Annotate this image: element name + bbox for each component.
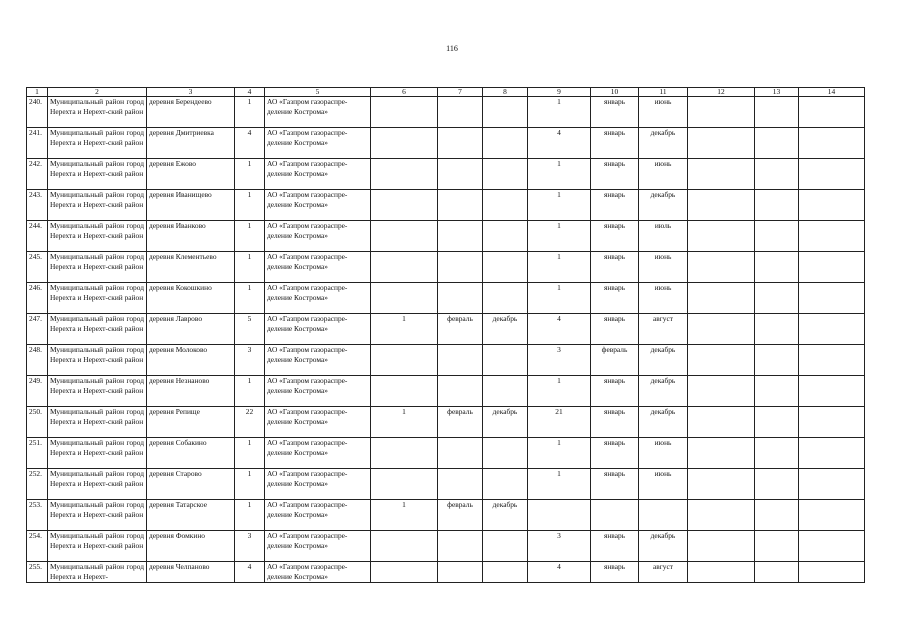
col7-cell: февраль [438,407,483,438]
row-number: 243. [27,190,48,221]
col13-cell [755,159,799,190]
col8-cell [483,283,528,314]
locality-cell: деревня Репище [147,407,235,438]
locality-cell: деревня Иванищево [147,190,235,221]
col6-cell: 1 [371,314,438,345]
col11-cell: декабрь [639,407,688,438]
locality-cell: деревня Собакино [147,438,235,469]
col8-cell [483,438,528,469]
col13-cell [755,314,799,345]
col7-cell [438,128,483,159]
row-number: 246. [27,283,48,314]
count-cell: 3 [235,531,265,562]
organization-cell: АО «Газпром газораспре-деление Кострома» [265,97,371,128]
col11-cell: июнь [639,283,688,314]
organization-cell: АО «Газпром газораспре-деление Кострома» [265,345,371,376]
count-cell: 5 [235,314,265,345]
locality-cell: деревня Кокошкино [147,283,235,314]
col13-cell [755,283,799,314]
organization-cell: АО «Газпром газораспре-деление Кострома» [265,407,371,438]
col10-cell: январь [591,190,639,221]
locality-cell: деревня Дмитриевка [147,128,235,159]
col13-cell [755,252,799,283]
col6-cell [371,469,438,500]
count-cell: 22 [235,407,265,438]
col6-cell [371,128,438,159]
district-cell: Муниципальный район город Нерехта и Нерехт- [48,562,147,583]
col11-cell: декабрь [639,128,688,159]
col6-cell [371,97,438,128]
col8-cell: декабрь [483,314,528,345]
count-cell: 1 [235,159,265,190]
district-cell: Муниципальный район город Нерехта и Нерехт-ский район [48,438,147,469]
col9-cell: 1 [528,221,591,252]
col10-cell: январь [591,314,639,345]
col10-cell: январь [591,283,639,314]
col13-cell [755,97,799,128]
col8-cell: декабрь [483,500,528,531]
col9-cell: 1 [528,190,591,221]
organization-cell: АО «Газпром газораспре-деление Кострома» [265,376,371,407]
table-row [27,469,865,500]
col14-cell [799,128,865,159]
col7-cell: февраль [438,500,483,531]
col7-cell [438,562,483,583]
row-number: 255. [27,562,48,583]
col14-cell [799,314,865,345]
locality-cell: деревня Челпаново [147,562,235,583]
table-row [27,314,865,345]
col14-cell [799,531,865,562]
col9-cell: 21 [528,407,591,438]
col6-cell [371,252,438,283]
col12-cell [688,128,755,159]
column-header-8: 8 [483,88,528,97]
col9-cell: 1 [528,438,591,469]
col8-cell [483,531,528,562]
table-row [27,190,865,221]
col14-cell [799,159,865,190]
col12-cell [688,407,755,438]
col9-cell [528,500,591,531]
col13-cell [755,531,799,562]
column-header-12: 12 [688,88,755,97]
locality-cell: деревня Татарское [147,500,235,531]
col11-cell: июнь [639,469,688,500]
col14-cell [799,345,865,376]
col12-cell [688,190,755,221]
col7-cell: февраль [438,314,483,345]
column-header-9: 9 [528,88,591,97]
col9-cell: 1 [528,252,591,283]
col13-cell [755,407,799,438]
col12-cell [688,345,755,376]
col13-cell [755,190,799,221]
district-cell: Муниципальный район город Нерехта и Нерехт-ский район [48,345,147,376]
column-header-3: 3 [147,88,235,97]
organization-cell: АО «Газпром газораспре-деление Кострома» [265,283,371,314]
col7-cell [438,438,483,469]
col8-cell [483,190,528,221]
col6-cell [371,221,438,252]
col13-cell [755,562,799,583]
col9-cell: 4 [528,562,591,583]
col11-cell: июнь [639,97,688,128]
district-cell: Муниципальный район город Нерехта и Нерехт-ский район [48,159,147,190]
district-cell: Муниципальный район город Нерехта и Нерехт-ский район [48,190,147,221]
locality-cell: деревня Берендеево [147,97,235,128]
col12-cell [688,438,755,469]
organization-cell: АО «Газпром газораспре-деление Кострома» [265,531,371,562]
row-number: 250. [27,407,48,438]
col10-cell: январь [591,407,639,438]
col6-cell [371,159,438,190]
table-row [27,345,865,376]
col12-cell [688,376,755,407]
col6-cell: 1 [371,500,438,531]
district-cell: Муниципальный район город Нерехта и Нерехт-ский район [48,531,147,562]
organization-cell: АО «Газпром газораспре-деление Кострома» [265,438,371,469]
col12-cell [688,562,755,583]
col11-cell: август [639,314,688,345]
col9-cell: 1 [528,283,591,314]
col11-cell: июль [639,221,688,252]
row-number: 244. [27,221,48,252]
row-number: 248. [27,345,48,376]
row-number: 242. [27,159,48,190]
col10-cell: январь [591,438,639,469]
col12-cell [688,252,755,283]
col8-cell [483,376,528,407]
column-header-14: 14 [799,88,865,97]
col13-cell [755,221,799,252]
row-number: 251. [27,438,48,469]
col14-cell [799,562,865,583]
locality-cell: деревня Лаврово [147,314,235,345]
row-number: 253. [27,500,48,531]
col13-cell [755,376,799,407]
col12-cell [688,314,755,345]
col6-cell [371,283,438,314]
col8-cell [483,469,528,500]
col11-cell: июнь [639,438,688,469]
table-row [27,500,865,531]
col10-cell: январь [591,531,639,562]
district-cell: Муниципальный район город Нерехта и Нерехт-ский район [48,97,147,128]
table-row [27,407,865,438]
locality-cell: деревня Ежово [147,159,235,190]
count-cell: 3 [235,345,265,376]
column-header-6: 6 [371,88,438,97]
col9-cell: 1 [528,159,591,190]
col9-cell: 1 [528,376,591,407]
count-cell: 4 [235,128,265,159]
col13-cell [755,345,799,376]
col6-cell [371,562,438,583]
col8-cell [483,221,528,252]
column-header-7: 7 [438,88,483,97]
organization-cell: АО «Газпром газораспре-деление Кострома» [265,159,371,190]
col12-cell [688,97,755,128]
col13-cell [755,500,799,531]
col9-cell: 4 [528,128,591,159]
col14-cell [799,469,865,500]
col6-cell [371,438,438,469]
col10-cell: январь [591,562,639,583]
table-row [27,531,865,562]
table-row [27,438,865,469]
organization-cell: АО «Газпром газораспре-деление Кострома» [265,128,371,159]
col9-cell: 4 [528,314,591,345]
organization-cell: АО «Газпром газораспре-деление Кострома» [265,469,371,500]
col7-cell [438,345,483,376]
count-cell: 1 [235,221,265,252]
locality-cell: деревня Клементьево [147,252,235,283]
district-cell: Муниципальный район город Нерехта и Нерехт-ский район [48,376,147,407]
col11-cell: декабрь [639,190,688,221]
col10-cell [591,500,639,531]
col14-cell [799,190,865,221]
column-header-1: 1 [27,88,48,97]
column-header-10: 10 [591,88,639,97]
column-header-2: 2 [48,88,147,97]
col7-cell [438,376,483,407]
table-row [27,376,865,407]
col12-cell [688,283,755,314]
locality-cell: деревня Иванково [147,221,235,252]
row-number: 247. [27,314,48,345]
col9-cell: 1 [528,469,591,500]
col12-cell [688,159,755,190]
district-cell: Муниципальный район город Нерехта и Нерехт-ский район [48,469,147,500]
col14-cell [799,500,865,531]
col10-cell: февраль [591,345,639,376]
row-number: 245. [27,252,48,283]
col10-cell: январь [591,469,639,500]
table-row [27,562,865,583]
col11-cell: август [639,562,688,583]
organization-cell: АО «Газпром газораспре-деление Кострома» [265,252,371,283]
col14-cell [799,376,865,407]
col10-cell: январь [591,97,639,128]
col14-cell [799,407,865,438]
col14-cell [799,283,865,314]
col10-cell: январь [591,159,639,190]
table-row [27,97,865,128]
col11-cell: июнь [639,159,688,190]
row-number: 240. [27,97,48,128]
count-cell: 1 [235,252,265,283]
col6-cell [371,531,438,562]
col8-cell [483,252,528,283]
count-cell: 1 [235,376,265,407]
col11-cell: июнь [639,252,688,283]
col13-cell [755,128,799,159]
organization-cell: АО «Газпром газораспре-деление Кострома» [265,190,371,221]
locality-cell: деревня Молоково [147,345,235,376]
col14-cell [799,252,865,283]
count-cell: 1 [235,500,265,531]
district-cell: Муниципальный район город Нерехта и Нерехт-ский район [48,407,147,438]
column-header-5: 5 [265,88,371,97]
count-cell: 1 [235,283,265,314]
organization-cell: АО «Газпром газораспре-деление Кострома» [265,562,371,583]
col11-cell [639,500,688,531]
col9-cell: 1 [528,97,591,128]
header-row [27,88,865,97]
col8-cell: декабрь [483,407,528,438]
district-cell: Муниципальный район город Нерехта и Нерехт-ский район [48,500,147,531]
col7-cell [438,283,483,314]
column-header-13: 13 [755,88,799,97]
column-header-4: 4 [235,88,265,97]
district-cell: Муниципальный район город Нерехта и Нерехт-ский район [48,252,147,283]
col7-cell [438,221,483,252]
col8-cell [483,97,528,128]
col11-cell: декабрь [639,345,688,376]
col14-cell [799,438,865,469]
col6-cell [371,345,438,376]
table-body [27,97,865,583]
organization-cell: АО «Газпром газораспре-деление Кострома» [265,221,371,252]
col8-cell [483,128,528,159]
locality-cell: деревня Старово [147,469,235,500]
district-cell: Муниципальный район город Нерехта и Нерехт-ский район [48,314,147,345]
count-cell: 4 [235,562,265,583]
table-row [27,128,865,159]
page-number: 116 [446,44,458,53]
table-row [27,221,865,252]
col10-cell: январь [591,221,639,252]
col9-cell: 3 [528,531,591,562]
row-number: 241. [27,128,48,159]
row-number: 249. [27,376,48,407]
organization-cell: АО «Газпром газораспре-деление Кострома» [265,500,371,531]
col13-cell [755,469,799,500]
col8-cell [483,562,528,583]
row-number: 254. [27,531,48,562]
count-cell: 1 [235,438,265,469]
col6-cell: 1 [371,407,438,438]
col10-cell: январь [591,128,639,159]
row-number: 252. [27,469,48,500]
count-cell: 1 [235,190,265,221]
table-row [27,283,865,314]
col12-cell [688,221,755,252]
col6-cell [371,190,438,221]
col10-cell: январь [591,376,639,407]
col8-cell [483,345,528,376]
col12-cell [688,469,755,500]
col12-cell [688,531,755,562]
locality-cell: деревня Незнаново [147,376,235,407]
district-cell: Муниципальный район город Нерехта и Нерехт-ский район [48,128,147,159]
col10-cell: январь [591,252,639,283]
column-header-11: 11 [639,88,688,97]
col14-cell [799,221,865,252]
col12-cell [688,500,755,531]
col7-cell [438,252,483,283]
gasification-schedule-table [26,87,865,583]
table-row [27,159,865,190]
col9-cell: 3 [528,345,591,376]
col7-cell [438,531,483,562]
col7-cell [438,159,483,190]
col13-cell [755,438,799,469]
col7-cell [438,469,483,500]
col7-cell [438,97,483,128]
col11-cell: декабрь [639,376,688,407]
district-cell: Муниципальный район город Нерехта и Нерехт-ский район [48,221,147,252]
table-row [27,252,865,283]
count-cell: 1 [235,97,265,128]
district-cell: Муниципальный район город Нерехта и Нерехт-ский район [48,283,147,314]
col8-cell [483,159,528,190]
locality-cell: деревня Фомкино [147,531,235,562]
count-cell: 1 [235,469,265,500]
col7-cell [438,190,483,221]
col14-cell [799,97,865,128]
col11-cell: декабрь [639,531,688,562]
organization-cell: АО «Газпром газораспре-деление Кострома» [265,314,371,345]
col6-cell [371,376,438,407]
